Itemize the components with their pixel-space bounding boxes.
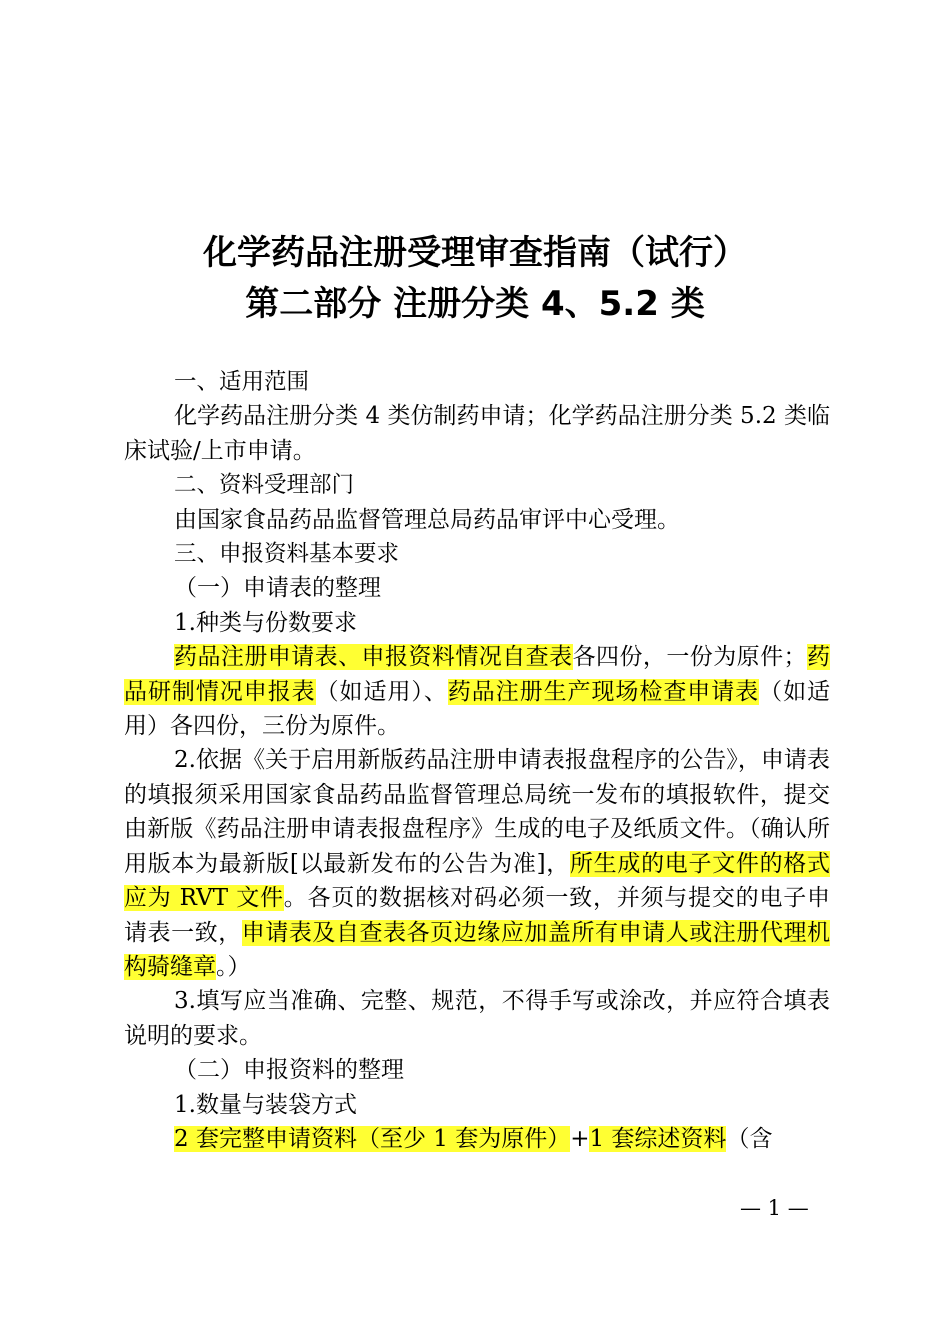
text-basis-1: 2.依据《关于启用新版药品注册申请表报盘程序的公告》，申请表的填报须采用国家食品药品监督管理总局统一发布的填报软件，提交由新版《药品注册申请表报盘程序》生成的电子及纸质文件。（确认所用版本为最新版[以最新发布的公告为准]，: [124, 747, 830, 877]
paragraph-quantity: [124, 1122, 830, 1156]
paragraph-scope: 化学药品注册分类 4 类仿制药申请；化学药品注册分类 5.2 类临床试验/上市申请。: [124, 403, 830, 464]
highlight-forms-1: 药品注册申请表、申报资料情况自查表: [174, 644, 573, 671]
highlight-basis-1: 所生成的电子文件的格式应为 RVT 文件: [124, 850, 831, 912]
paragraph-basis: [124, 743, 830, 984]
document-body: [124, 365, 830, 1156]
highlight-basis-2: 申请表及自查表各页边缘应加盖所有申请人或注册代理机构骑缝章: [124, 919, 831, 980]
paragraph-department: 由国家食品药品监督管理总局药品审评中心受理。: [174, 506, 680, 533]
item-types-and-copies: 1.种类与份数要求: [174, 609, 357, 636]
item-quantity-packaging: 1.数量与装袋方式: [174, 1091, 357, 1118]
document-title-line2: 第二部分 注册分类 4、5.2 类: [245, 284, 705, 324]
highlight-forms-3: 药品注册生产现场检查申请表: [447, 678, 760, 705]
text-qty-2: （含: [726, 1125, 773, 1152]
highlight-qty-2: 1 套综述资料: [589, 1125, 727, 1152]
subheading-materials: （二）申报资料的整理: [174, 1057, 404, 1084]
section-heading-requirements: 三、申报资料基本要求: [174, 541, 400, 568]
text-basis-3: 。）: [216, 953, 251, 980]
paragraph-forms: [124, 640, 830, 743]
highlight-forms-2: 药品研制情况申报表: [124, 644, 831, 705]
text-forms-2: （如适用）、: [315, 678, 448, 705]
subheading-application-form: （一）申请表的整理: [174, 575, 381, 602]
section-heading-department: 二、资料受理部门: [174, 472, 355, 499]
paragraph-filling: 3.填写应当准确、完整、规范，不得手写或涂改，并应符合填表说明的要求。: [124, 988, 830, 1049]
section-heading-scope: 一、适用范围: [174, 369, 310, 395]
page-number: — 1 —: [740, 1196, 809, 1220]
highlight-qty-1: 2 套完整申请资料（至少 1 套为原件）: [174, 1125, 571, 1152]
document-title-line1: 化学药品注册受理审查指南（试行）: [203, 233, 747, 273]
text-basis-2: 。各页的数据核对码必须一致，并须与提交的电子申请表一致，: [124, 885, 831, 946]
text-forms-3: （如适用）各四份，三份为原件。: [124, 678, 831, 740]
text-forms-1: 各四份，一份为原件；: [572, 644, 807, 671]
text-qty-1: +: [570, 1125, 590, 1152]
